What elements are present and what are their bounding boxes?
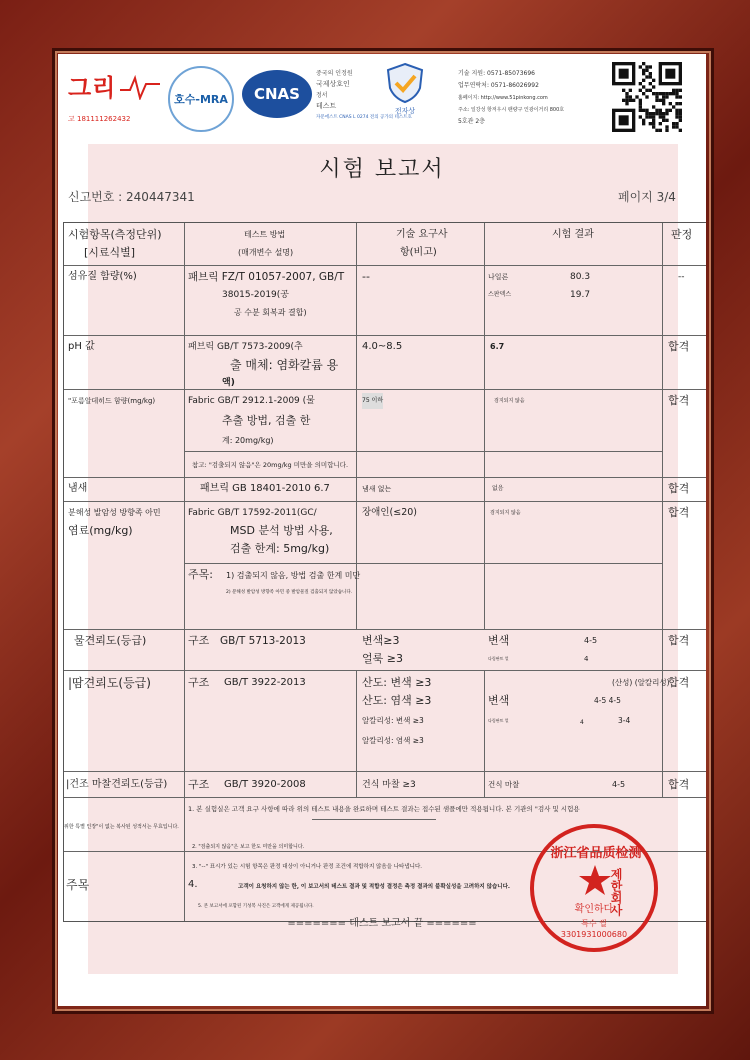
row-amine-res: 검지되지 않음 xyxy=(490,510,521,516)
shield-check-icon xyxy=(384,62,426,104)
geuri-logo-text: 그리 xyxy=(68,74,117,102)
row-sweat-res-b-val2: 3-4 xyxy=(618,716,631,725)
row-amine-method: 검출 한계: 5mg/kg) xyxy=(230,542,330,555)
row-sweat-res-b: 다림판트 얼 xyxy=(488,718,509,723)
row-fiber-method: 38015-2019(공 xyxy=(222,290,289,300)
geuri-phone: 고 181111262432 xyxy=(68,115,131,123)
stamp-ring-text-2: 제한회사 xyxy=(609,868,623,916)
row-sweat-item: |땀견뢰도(등급) xyxy=(68,676,151,690)
row-odor-item: 냄새 xyxy=(68,483,88,494)
geuri-logo xyxy=(68,68,160,128)
note-line: 고객이 요청하지 않는 한, 이 보고서의 테스트 결과 및 적합성 결정은 측정 결과의 불확실성을 고려하지 않습니다. xyxy=(238,884,510,890)
row-fiber-res-b-val: 19.7 xyxy=(570,290,591,300)
note-line: 3. "--" 표시가 있는 시험 항목은 판정 대상이 아니거나 판정 조건에 적합하지 않음을 나타냅니다. xyxy=(192,864,423,870)
row-water-req2: 얼룩 ≥3 xyxy=(362,652,403,665)
cert-line: 정서 xyxy=(316,92,328,99)
row-rub-req: 건식 마찰 ≥3 xyxy=(362,780,416,790)
col-header-method-sub: (매개변수 설명) xyxy=(238,248,294,257)
contact-line: 주소: 일강성 항저우시 팬량구 인광이거리 800호 xyxy=(458,107,565,113)
row-ph-item: pH 값 xyxy=(68,341,95,352)
row-amine-item2: 염료(mg/kg) xyxy=(68,524,133,537)
stamp-bottom-text: 특수 씰 xyxy=(581,919,607,928)
row-odor-req: 냄새 없는 xyxy=(362,485,392,493)
row-sweat-req1: 산도: 변색 ≥3 xyxy=(362,676,432,689)
row-formaldehyde-verdict: 합격 xyxy=(668,394,690,407)
report-end-line: ======= 테스트 보고서 끝 ====== xyxy=(287,918,477,929)
contact-line: 기술 지원: 0571-85073696 xyxy=(458,70,535,77)
row-water-verdict: 합격 xyxy=(668,634,690,647)
row-rub-verdict: 합격 xyxy=(668,778,690,791)
row-ph-res: 6.7 xyxy=(490,342,505,351)
row-rub-item: |건조 마찰견뢰도(등급) xyxy=(66,779,168,790)
row-water-res-a-val: 4-5 xyxy=(584,636,598,645)
qr-code-icon xyxy=(612,62,682,132)
row-ph-req: 4.0~8.5 xyxy=(362,341,403,352)
row-sweat-res-a-val: 4-5 4-5 xyxy=(594,696,621,705)
row-fiber-res-a: 나일론 xyxy=(488,273,509,281)
test-results-table xyxy=(63,222,706,922)
col-header-req: 기술 요구사 xyxy=(396,229,448,240)
row-rub-method: GB/T 3920-2008 xyxy=(224,779,306,790)
notes-label: 주목 xyxy=(66,878,90,892)
row-formaldehyde-req: 75 이하 xyxy=(362,393,383,409)
cert-line: 중국의 인정원 xyxy=(316,70,353,77)
row-sweat-method-a: 구조 xyxy=(188,676,210,689)
row-amine-item: 분해성 발암성 방향족 아민 xyxy=(68,508,161,517)
row-amine-method: Fabric GB/T 17592-2011(GC/ xyxy=(188,508,317,518)
row-fiber-method: 패브릭 FZ/T 01057-2007, GB/T xyxy=(188,271,345,283)
row-water-method-a: 구조 xyxy=(188,634,210,647)
row-sweat-res-a: 변색 xyxy=(488,694,510,707)
row-amine-method: MSD 분석 방법 사용, xyxy=(230,524,333,537)
contact-line: 홈페이지: http://www.51pinkong.com xyxy=(458,95,548,101)
contact-line: 업무연락처: 0571-86026992 xyxy=(458,82,539,89)
row-rub-res-a-val: 4-5 xyxy=(612,780,626,789)
row-fiber-req: -- xyxy=(362,270,370,283)
cert-line: 국제상호인 xyxy=(316,80,350,88)
col-header-item-sub: [시료식별] xyxy=(84,246,136,259)
page-title: 시험 보고서 xyxy=(319,157,445,182)
official-stamp xyxy=(530,824,658,952)
stamp-ring-text: 浙江省品质检测 xyxy=(550,846,642,861)
heartbeat-icon xyxy=(120,74,160,100)
row-sweat-verdict: 합격 xyxy=(668,676,690,689)
row-amine-req: 장애인(≤20) xyxy=(362,507,417,518)
row-ph-method: 패브릭 GB/T 7573-2009(추 xyxy=(188,342,303,352)
row-sweat-method: GB/T 3922-2013 xyxy=(224,677,306,688)
row-amine-note2: 2) 분해성 발암성 방향족 아민 중 발암물질 검출되지 않았습니다. xyxy=(226,590,353,595)
row-fiber-method: 공 수분 회복과 결합) xyxy=(234,308,307,317)
cnas-logo xyxy=(242,70,312,118)
row-water-res-b: 다림판트 얼 xyxy=(488,656,509,661)
star-icon xyxy=(578,864,612,898)
row-ph-method: 출 매체: 염화칼륨 용 xyxy=(230,358,339,372)
row-amine-note-label: 주목: xyxy=(188,568,213,581)
col-header-req-sub: 항(비고) xyxy=(400,247,437,258)
col-header-result: 시험 결과 xyxy=(552,229,594,240)
cert-line: 테스트 xyxy=(316,102,337,110)
row-fiber-item: 섬유질 함량(%) xyxy=(68,271,137,282)
row-water-req1: 변색≥3 xyxy=(362,634,400,647)
col-header-verdict: 판정 xyxy=(671,228,693,241)
note-line: 위한 특별 인장"이 없는 복사된 성적서는 무효입니다. xyxy=(64,824,179,830)
stamp-center-text: 확인하다 xyxy=(574,904,614,915)
mra-logo-text: 호수-MRA xyxy=(174,93,228,106)
row-sweat-req2: 산도: 염색 ≥3 xyxy=(362,694,432,707)
row-odor-method: 패브릭 GB 18401-2010 6.7 xyxy=(200,483,330,494)
note-line: 4. xyxy=(188,879,198,890)
row-sweat-res-b-val1: 4 xyxy=(580,719,584,726)
report-paper xyxy=(58,54,706,1006)
row-fiber-res-b: 스판덱스 xyxy=(488,291,512,298)
row-amine-note1: 1) 검출되지 않음, 방법 검출 한계 미만 xyxy=(226,571,361,580)
row-formaldehyde-method: 계: 20mg/kg) xyxy=(222,436,274,445)
shield-label: 전자상 xyxy=(394,107,416,115)
row-sweat-req4: 알칼리성: 염색 ≥3 xyxy=(362,736,424,745)
page-number: 페이지 3/4 xyxy=(618,190,676,204)
row-ph-verdict: 합격 xyxy=(668,340,690,353)
row-sweat-req3: 알칼리성: 변색 ≥3 xyxy=(362,716,424,725)
note-line: 2. "검출되지 않음"은 보고 한도 미만을 의미합니다. xyxy=(192,844,305,850)
stamp-code: 3301931000680 xyxy=(560,930,628,939)
note-line: 5. 본 보고서에 포함된 기성복 사진은 고객에게 제공됩니다. xyxy=(198,904,314,909)
row-fiber-res-a-val: 80.3 xyxy=(570,272,591,282)
row-sweat-res-head: (산성) (알칼리성) xyxy=(612,678,670,687)
ilac-mra-logo xyxy=(168,66,234,132)
row-formaldehyde-item: "포름알데히드 함량(mg/kg) xyxy=(68,397,156,405)
row-rub-method-a: 구조 xyxy=(188,778,210,791)
row-water-item: 물견뢰도(등급) xyxy=(74,634,147,647)
row-amine-verdict: 합격 xyxy=(668,506,690,519)
row-odor-res: 없음 xyxy=(492,485,504,492)
report-number: 신고번호 : 240447341 xyxy=(68,190,195,204)
row-formaldehyde-res: 검지되지 않음 xyxy=(494,398,525,404)
row-water-method: GB/T 5713-2013 xyxy=(220,635,306,647)
row-odor-verdict: 합격 xyxy=(668,482,690,495)
row-ph-method: 액) xyxy=(222,378,235,388)
row-fiber-verdict: -- xyxy=(678,272,685,282)
row-formaldehyde-method: 추출 방법, 검출 한 xyxy=(222,414,311,427)
cert-caption: 자문에스트 CNAS L 0274 전의 공가의 테스트호 xyxy=(316,115,412,120)
row-rub-res-a: 건식 마찰 xyxy=(488,780,520,789)
cnas-logo-text: CNAS xyxy=(254,85,300,103)
contact-line: 5호관 2층 xyxy=(458,118,485,125)
col-header-method: 테스트 방법 xyxy=(244,230,286,239)
row-formaldehyde-note: 참고: "검출되지 않음"은 20mg/kg 미만을 의미합니다. xyxy=(192,461,349,469)
row-water-res-b-val: 4 xyxy=(584,655,589,663)
row-water-res-a: 변색 xyxy=(488,634,510,647)
note-line: 1. 본 실험실은 고객 요구 사항에 따라 위의 테스트 내용을 완료하며 테스트 결과는 접수된 샘플에만 적용됩니다. 본 기관의 "검사 및 시험용 xyxy=(188,805,580,813)
col-header-item: 시험항목(측정단위) xyxy=(68,228,162,241)
row-formaldehyde-method: Fabric GB/T 2912.1-2009 (물 xyxy=(188,396,315,406)
